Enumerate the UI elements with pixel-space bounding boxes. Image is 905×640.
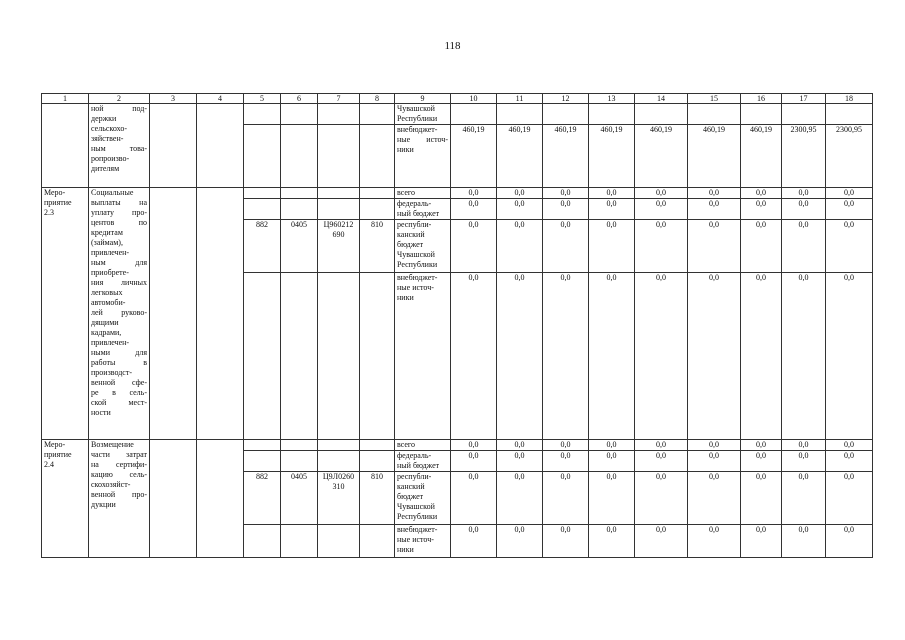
column-number-cell: 11	[497, 94, 543, 104]
section-code-cell: 0405	[281, 220, 318, 273]
value-cell: 0,0	[635, 451, 688, 472]
value-cell: 0,0	[451, 273, 497, 440]
column-number-cell: 2	[89, 94, 150, 104]
grbs-code-cell: 882	[244, 220, 281, 273]
value-cell: 0,0	[826, 525, 873, 558]
value-cell: 460,19	[589, 125, 635, 188]
section-code-cell: 0405	[281, 472, 318, 525]
value-cell	[688, 104, 741, 125]
value-cell: 0,0	[688, 188, 741, 199]
value-cell: 0,0	[782, 525, 826, 558]
column-number-cell: 16	[741, 94, 782, 104]
value-cell: 0,0	[826, 440, 873, 451]
value-cell: 0,0	[741, 525, 782, 558]
value-cell: 0,0	[589, 525, 635, 558]
value-cell: 0,0	[826, 220, 873, 273]
value-cell: 0,0	[543, 440, 589, 451]
value-cell: 0,0	[543, 451, 589, 472]
value-cell: 460,19	[451, 125, 497, 188]
value-cell: 0,0	[451, 220, 497, 273]
value-cell: 0,0	[635, 188, 688, 199]
code-cell	[281, 188, 318, 199]
measure-description-cell: Социальные выплаты на уплату про- центов по кредитам (займам), привлечен- ным для приобрете- ния личных легковых автомоби- лей руково- дящими кадрами, привлечен- ными для работы в производст- венной сфе- ре в сель- ской мест- ности	[89, 188, 150, 440]
code-cell	[244, 125, 281, 188]
column-number-cell: 3	[150, 94, 197, 104]
value-cell	[782, 104, 826, 125]
value-cell: 0,0	[497, 188, 543, 199]
value-cell: 0,0	[589, 472, 635, 525]
value-cell: 0,0	[782, 199, 826, 220]
value-cell: 2300,95	[782, 125, 826, 188]
code-cell	[360, 525, 395, 558]
value-cell: 0,0	[741, 220, 782, 273]
value-cell: 0,0	[589, 220, 635, 273]
code-cell	[281, 125, 318, 188]
executor-cell	[150, 440, 197, 558]
code-cell	[197, 188, 244, 440]
value-cell: 0,0	[543, 273, 589, 440]
code-cell	[318, 188, 360, 199]
executor-cell	[150, 188, 197, 440]
column-number-cell: 12	[543, 94, 589, 104]
value-cell: 0,0	[635, 525, 688, 558]
column-number-cell: 17	[782, 94, 826, 104]
code-cell	[281, 273, 318, 440]
value-cell: 0,0	[451, 472, 497, 525]
code-cell	[360, 125, 395, 188]
value-cell: 0,0	[826, 199, 873, 220]
code-cell	[318, 273, 360, 440]
value-cell: 0,0	[451, 188, 497, 199]
column-number-cell: 1	[42, 94, 89, 104]
code-cell	[281, 525, 318, 558]
code-cell	[244, 451, 281, 472]
value-cell: 0,0	[451, 525, 497, 558]
value-cell: 0,0	[497, 451, 543, 472]
code-cell	[318, 451, 360, 472]
value-cell: 0,0	[497, 199, 543, 220]
funding-source-cell: федераль- ный бюджет	[395, 199, 451, 220]
value-cell: 460,19	[741, 125, 782, 188]
value-cell: 0,0	[741, 188, 782, 199]
measure-label-cell	[42, 104, 89, 188]
value-cell	[497, 104, 543, 125]
executor-cell	[150, 104, 197, 188]
table-row	[42, 188, 873, 199]
column-number-cell: 10	[451, 94, 497, 104]
column-number-cell: 8	[360, 94, 395, 104]
measure-description-cell: Возмещение части затрат на сертифи- кацию сель- скохозяйст- венной про- дукции	[89, 440, 150, 558]
code-cell	[197, 440, 244, 558]
column-number-cell: 4	[197, 94, 244, 104]
value-cell: 0,0	[635, 273, 688, 440]
value-cell	[589, 104, 635, 125]
value-cell: 0,0	[741, 273, 782, 440]
value-cell: 0,0	[688, 525, 741, 558]
code-cell	[360, 199, 395, 220]
value-cell: 0,0	[451, 451, 497, 472]
code-cell	[360, 440, 395, 451]
column-number-cell: 5	[244, 94, 281, 104]
value-cell: 460,19	[497, 125, 543, 188]
code-cell	[360, 451, 395, 472]
value-cell: 0,0	[782, 451, 826, 472]
grbs-code-cell: 882	[244, 472, 281, 525]
value-cell	[741, 104, 782, 125]
target-code-cell: Ц960212 690	[318, 220, 360, 273]
code-cell	[281, 199, 318, 220]
code-cell	[318, 199, 360, 220]
page-number: 118	[444, 40, 461, 52]
code-cell	[244, 188, 281, 199]
value-cell: 0,0	[543, 199, 589, 220]
value-cell: 0,0	[589, 440, 635, 451]
value-cell: 0,0	[826, 273, 873, 440]
value-cell: 0,0	[497, 273, 543, 440]
header-row	[42, 94, 873, 104]
code-cell	[318, 104, 360, 125]
budget-table	[41, 93, 873, 558]
value-cell: 460,19	[688, 125, 741, 188]
value-cell: 0,0	[543, 472, 589, 525]
value-cell: 0,0	[635, 472, 688, 525]
code-cell	[244, 440, 281, 451]
funding-source-cell: Чувашской Республики	[395, 104, 451, 125]
value-cell: 0,0	[741, 451, 782, 472]
code-cell	[318, 440, 360, 451]
value-cell: 0,0	[741, 440, 782, 451]
column-number-cell: 15	[688, 94, 741, 104]
code-cell	[244, 525, 281, 558]
value-cell: 0,0	[826, 472, 873, 525]
code-cell	[360, 273, 395, 440]
code-cell	[281, 440, 318, 451]
value-cell: 0,0	[688, 472, 741, 525]
value-cell: 0,0	[497, 525, 543, 558]
table-row	[42, 104, 873, 125]
value-cell: 0,0	[451, 440, 497, 451]
code-cell	[318, 125, 360, 188]
value-cell: 2300,95	[826, 125, 873, 188]
value-cell: 0,0	[782, 472, 826, 525]
column-number-cell: 7	[318, 94, 360, 104]
funding-source-cell: всего	[395, 440, 451, 451]
measure-description-cell: ной под- держки сельскохо- зяйствен- ным това- ропроизво- дителям	[89, 104, 150, 188]
value-cell: 0,0	[543, 525, 589, 558]
table-row	[42, 440, 873, 451]
column-number-cell: 6	[281, 94, 318, 104]
value-cell: 0,0	[497, 440, 543, 451]
column-number-cell: 18	[826, 94, 873, 104]
column-number-cell: 13	[589, 94, 635, 104]
code-cell	[197, 104, 244, 188]
value-cell: 0,0	[782, 440, 826, 451]
value-cell: 0,0	[497, 472, 543, 525]
value-cell: 0,0	[688, 220, 741, 273]
code-cell	[244, 273, 281, 440]
value-cell: 0,0	[635, 220, 688, 273]
value-cell: 0,0	[635, 199, 688, 220]
measure-label-cell: Меро- приятие 2.4	[42, 440, 89, 558]
funding-source-cell: внебюджет- ные источ- ники	[395, 273, 451, 440]
value-cell: 0,0	[589, 273, 635, 440]
value-cell: 0,0	[826, 188, 873, 199]
value-cell: 0,0	[589, 188, 635, 199]
value-cell: 0,0	[741, 199, 782, 220]
funding-source-cell: внебюджет- ные источ- ники	[395, 525, 451, 558]
code-cell	[244, 199, 281, 220]
code-cell	[244, 104, 281, 125]
value-cell: 0,0	[635, 440, 688, 451]
code-cell	[318, 525, 360, 558]
expense-type-cell: 810	[360, 472, 395, 525]
value-cell: 0,0	[741, 472, 782, 525]
column-number-cell: 14	[635, 94, 688, 104]
value-cell: 460,19	[635, 125, 688, 188]
funding-source-cell: республи- канский бюджет Чувашской Республики	[395, 220, 451, 273]
funding-source-cell: всего	[395, 188, 451, 199]
measure-label-cell: Меро- приятие 2.3	[42, 188, 89, 440]
value-cell: 0,0	[543, 220, 589, 273]
value-cell: 0,0	[782, 220, 826, 273]
target-code-cell: Ц9Л0260 310	[318, 472, 360, 525]
value-cell	[826, 104, 873, 125]
value-cell: 460,19	[543, 125, 589, 188]
value-cell: 0,0	[589, 451, 635, 472]
value-cell: 0,0	[451, 199, 497, 220]
value-cell: 0,0	[688, 273, 741, 440]
value-cell	[543, 104, 589, 125]
column-number-cell: 9	[395, 94, 451, 104]
value-cell	[451, 104, 497, 125]
value-cell: 0,0	[826, 451, 873, 472]
value-cell: 0,0	[589, 199, 635, 220]
funding-source-cell: федераль- ный бюджет	[395, 451, 451, 472]
value-cell: 0,0	[688, 440, 741, 451]
value-cell: 0,0	[688, 451, 741, 472]
expense-type-cell: 810	[360, 220, 395, 273]
code-cell	[360, 188, 395, 199]
funding-source-cell: внебюджет- ные источ- ники	[395, 125, 451, 188]
code-cell	[281, 451, 318, 472]
value-cell: 0,0	[543, 188, 589, 199]
value-cell: 0,0	[688, 199, 741, 220]
value-cell: 0,0	[782, 188, 826, 199]
value-cell: 0,0	[782, 273, 826, 440]
value-cell: 0,0	[497, 220, 543, 273]
funding-source-cell: республи- канский бюджет Чувашской Республики	[395, 472, 451, 525]
value-cell	[635, 104, 688, 125]
code-cell	[360, 104, 395, 125]
code-cell	[281, 104, 318, 125]
